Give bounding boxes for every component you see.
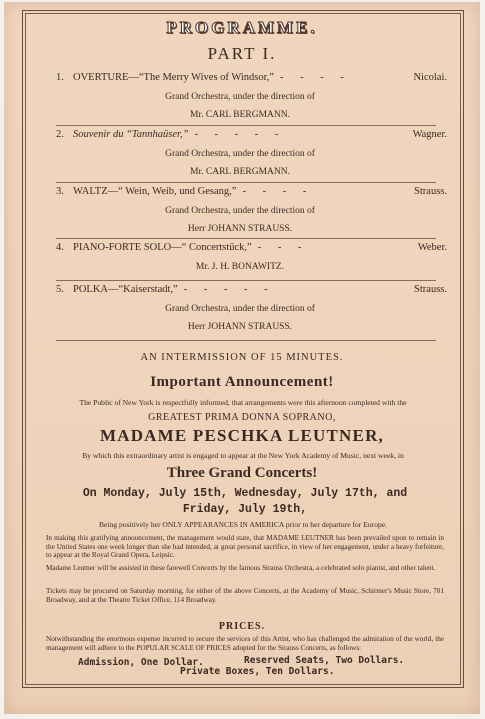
item-number: 5. (56, 284, 64, 295)
admission-price: Admission, One Dollar. (78, 657, 204, 668)
programme-item-1: 1. OVERTURE—“The Merry Wives of Windsor,” - - - - (56, 72, 351, 83)
divider (56, 182, 436, 183)
divider (56, 340, 436, 341)
item-title: Souvenir du “Tannhaüser,” (73, 129, 189, 140)
divider (56, 280, 436, 281)
prima-donna-line: GREATEST PRIMA DONNA SOPRANO, (148, 412, 336, 423)
item-performer-name: Mr. CARL BERGMANN. (190, 167, 290, 177)
ticket-info-paragraph: Tickets may be procured on Saturday morning, for either of the above Concerts, at the Academy of Music, Schirmer's Music Store, 701 Broadway, and at the Theatre Ticket Office, 114 Broadway. (46, 587, 444, 604)
item-composer: Strauss. (414, 284, 447, 295)
item-composer: Strauss. (414, 186, 447, 197)
concerts-heading: Three Grand Concerts! (166, 465, 318, 481)
announcement-intro: The Public of New York is respectfully informed, that arrangements were this afternoon completed with the (79, 398, 407, 407)
programme-item-2: 2. Souvenir du “Tannhaüser,” - - - - - (56, 129, 286, 140)
announcement-paragraph-1: In making this gratifying announcement, the management would state, that MADAME LEUTNER has been prevailed upon to remain in the United States one week longer than she had intended, at great personal sacrifice, in view of her engagement, under a heavy forfeiture, to appear at the Royal Grand Opera, Leipsic. (46, 534, 444, 560)
prices-paragraph: Notwithstanding the enormous expense incurred to secure the services of this Artist, who has challenged the admiration of the world, the management will adhere to the POPULAR SCALE OF PRICES adopted for the Strauss Concerts, as follows: (46, 635, 444, 652)
item-title: WALTZ—“ Wein, Weib, und Gesang,” (73, 186, 237, 197)
appearances-note: Being positively her ONLY APPEARANCES IN AMERICA prior to her departure for Europe. (98, 520, 388, 529)
part-heading: PART I. (207, 44, 277, 63)
engagement-line: By which this extraordinary artist is engaged to appear at the New York Academy of Music, next week, in (82, 451, 404, 460)
announcement-heading: Important Announcement! (150, 374, 334, 390)
item-performer-line: Grand Orchestra, under the direction of (165, 206, 315, 216)
item-performer-line: Grand Orchestra, under the direction of (165, 304, 315, 314)
item-performer-line: Grand Orchestra, under the direction of (165, 92, 315, 102)
announcement-paragraph-2: Madame Leutner will be assisted in these farewell Concerts by the famous Strauss Orchestra, a celebrated solo pianist, and other talent. (46, 564, 436, 572)
item-performer-line: Grand Orchestra, under the direction of (165, 149, 315, 159)
item-composer: Wagner. (412, 129, 447, 140)
programme-item-4: 4. PIANO-FORTE SOLO—“ Concertstück,” - - - (56, 242, 309, 253)
item-performer-name: Herr JOHANN STRAUSS. (187, 322, 293, 332)
divider (56, 125, 436, 126)
item-performer-name: Mr. CARL BERGMANN. (190, 110, 290, 120)
intermission-notice: AN INTERMISSION OF 15 MINUTES. (140, 352, 344, 363)
programme-title: PROGRAMME. (166, 18, 318, 37)
item-performer-name: Mr. J. H. BONAWITZ. (195, 262, 285, 272)
item-number: 2. (56, 129, 64, 140)
item-title: POLKA—“Kaiserstadt,” (73, 284, 178, 295)
concert-dates-line-2: Friday, July 19th, (182, 503, 308, 516)
item-composer: Weber. (417, 242, 447, 253)
item-composer: Nicolai. (413, 72, 447, 83)
concert-dates-line-1: On Monday, July 15th, Wednesday, July 17th, and (82, 487, 408, 500)
programme-item-5: 5. POLKA—“Kaiserstadt,” - - - - - (56, 284, 275, 295)
divider (56, 238, 436, 239)
item-number: 4. (56, 242, 64, 253)
reserved-seats-price: Reserved Seats, Two Dollars. (244, 655, 405, 666)
item-number: 1. (56, 72, 64, 83)
item-performer-name: Herr JOHANN STRAUSS. (187, 224, 293, 234)
item-title: OVERTURE—“The Merry Wives of Windsor,” (73, 72, 274, 83)
programme-item-3: 3. WALTZ—“ Wein, Weib, und Gesang,” - - - - (56, 186, 314, 197)
item-number: 3. (56, 186, 64, 197)
private-boxes-price: Private Boxes, Ten Dollars. (180, 666, 335, 677)
prices-heading: PRICES. (218, 621, 266, 632)
artist-name: MADAME PESCHKA LEUTNER, (99, 426, 385, 445)
item-title: PIANO-FORTE SOLO—“ Concertstück,” (73, 242, 252, 253)
